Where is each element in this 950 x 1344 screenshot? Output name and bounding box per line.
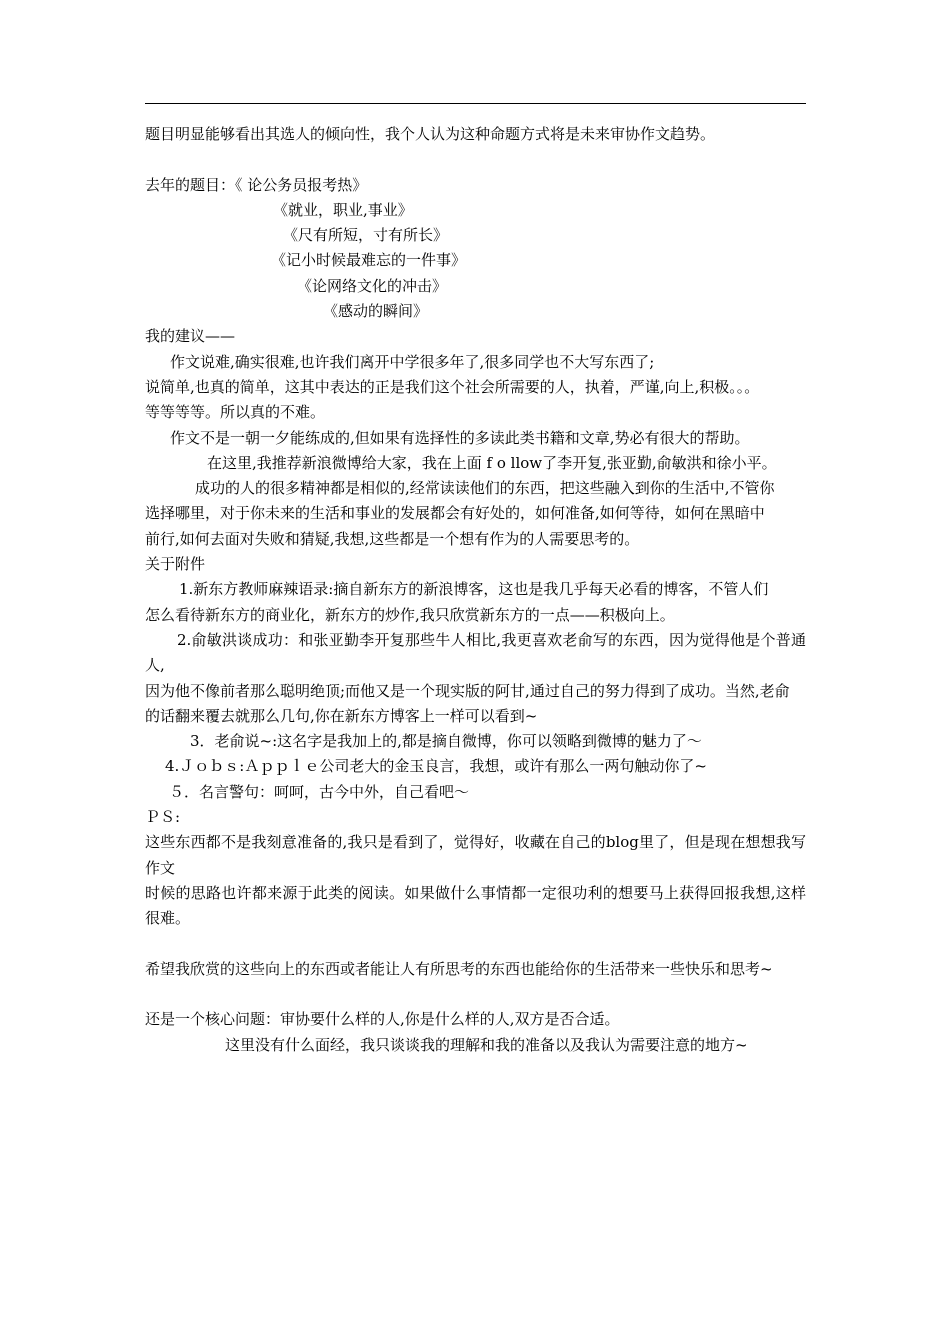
text-line: 2.俞敏洪谈成功：和张亚勤李开复那些牛人相比,我更喜欢老俞写的东西，因为觉得他是个普通人, [145,630,806,675]
text-line: 在这里,我推荐新浪微博给大家，我在上面 f o llow了李开复,张亚勤,俞敏洪和徐小平。 [207,453,777,472]
text-line: 《尺有所短，寸有所长》 [283,226,449,245]
text-line: ＰＳ: [145,808,181,827]
text-line: 题目明显能够看出其选人的倾向性，我个人认为这种命题方式将是未来审协作文趋势。 [145,125,716,143]
text-line: ５．名言警句：呵呵，古今中外，自己看吧～ [169,782,470,801]
text-line: 我的建议—— [145,327,236,346]
text-line: 4.Ｊｏｂｓ:Ａｐｐｌｅ公司老大的金玉良言，我想，或许有那么一两句触动你了~ [165,757,707,776]
text-line: 选择哪里，对于你未来的生活和事业的发展都会有好处的，如何准备,如何等待，如何在黑暗中 [145,504,765,523]
text-line: 成功的人的很多精神都是相似的,经常读读他们的东西，把这些融入到你的生活中,不管你 [195,479,775,498]
text-line: 因为他不像前者那么聪明绝顶;而他又是一个现实版的阿甘,通过自己的努力得到了成功。当然,老俞 [145,681,790,700]
text-line: 1.新东方教师麻辣语录:摘自新东方的新浪博客，这也是我几乎每天必看的博客，不管人们 [179,580,769,599]
text-line: 还是一个核心问题：审协要什么样的人,你是什么样的人,双方是否合适。 [145,1010,620,1029]
text-line: 这些东西都不是我刻意准备的,我只是看到了，觉得好，收藏在自己的blog里了，但是现在想想我写作文 [145,833,806,877]
text-line: 3．老俞说~:这名字是我加上的,都是摘自微博，你可以领略到微博的魅力了～ [190,732,702,751]
text-line: 怎么看待新东方的商业化，新东方的炒作,我只欣赏新东方的一点——积极向上。 [145,605,675,624]
text-line: 说简单,也真的简单，这其中表达的正是我们这个社会所需要的人，执着，严谨,向上,积极。。。 [145,377,760,396]
blank-line [145,982,806,1007]
blank-line [145,147,806,172]
text-line: 等等等等。所以真的不难。 [145,403,326,422]
text-line: 作文不是一朝一夕能练成的,但如果有选择性的多读此类书籍和文章,势必有很大的帮助。 [170,428,750,447]
text-line: 作文说难,确实很难,也许我们离开中学很多年了,很多同学也不大写东西了; [170,352,655,371]
text-line: 关于附件 [145,555,206,574]
text-line: 前行,如何去面对失败和猜疑,我想,这些都是一个想有作为的人需要思考的。 [145,529,640,548]
text-line: 时候的思路也许都来源于此类的阅读。如果做什么事情都一定很功利的想要马上获得回报我想,这样很难。 [145,883,806,928]
text-line: 《感动的瞬间》 [323,302,429,321]
header-rule [145,103,806,104]
text-line: 《论网络文化的冲击》 [297,276,448,295]
document-body [145,122,806,1058]
text-line: 《记小时候最难忘的一件事》 [271,251,467,270]
text-line: 去年的题目：《 论公务员报考热》 [145,175,368,194]
blank-line [145,932,806,957]
text-line: 《就业，职业,事业》 [273,200,413,219]
text-line: 的话翻来覆去就那么几句,你在新东方博客上一样可以看到~ [145,706,538,725]
text-line: 希望我欣赏的这些向上的东西或者能让人有所思考的东西也能给你的生活带来一些快乐和思考~ [145,959,773,978]
text-line: 这里没有什么面经，我只谈谈我的理解和我的准备以及我认为需要注意的地方~ [225,1035,748,1054]
